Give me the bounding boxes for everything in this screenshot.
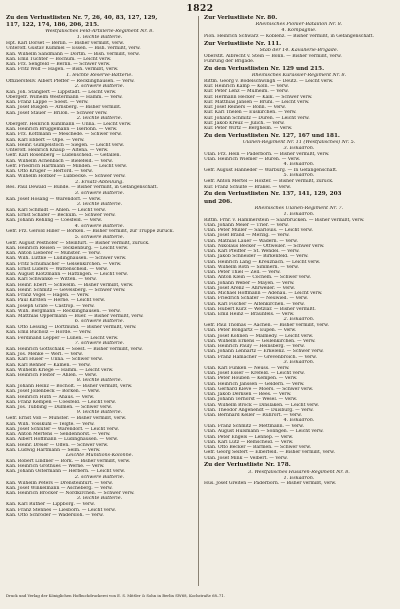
unit-subheading: 3. leichte Batterie. xyxy=(76,496,123,502)
casualty-entry: Ulan. Jakob Derksen — Rees. — Verw. xyxy=(204,392,292,398)
casualty-entry: Kan. Otto Lessing — Dortmund. — Bisher vermißt, verw. xyxy=(6,325,137,331)
casualty-entry: Kan. Heinrich Grothues — Werne. — Verw. xyxy=(6,464,105,470)
casualty-entry: Gefr. Friedrich Hartmann — Minden. — Leicht verw. xyxy=(6,163,128,169)
list-heading: Zu den Verlustlisten Nr. 127, 167 und 181. xyxy=(204,132,340,139)
casualty-entry: Kan. Josef Stauer — Brilon. — Schwer verw. xyxy=(6,110,108,116)
casualty-entry: Ulan. Josef Kohnen — Malmedy. — Leicht verw. xyxy=(204,333,314,339)
casualty-entry: Kan. Jos. Tübbing — Dülmen. — Schwer verw. xyxy=(6,405,113,411)
casualty-entry: Ulan. Jakob Schneider — Birkenfeld. — Verw. xyxy=(204,254,309,260)
list-heading: 117, 122, 174, 186, 206, 215. xyxy=(6,22,100,29)
casualty-entry: Kan. Heinrich Huth — Ahaus. — Verw. xyxy=(6,394,95,400)
page-number: 1822 xyxy=(186,4,214,14)
casualty-entry: Gefr. August Hanneder — Warburg. — In Gefangenschaft. xyxy=(204,168,338,174)
casualty-entry: Hus. Josef Greiten — Paderborn. — Bisher vermißt, verw. xyxy=(204,481,337,487)
casualty-entry: Kan. Otto Schröder — Wadersloh. — Verw. xyxy=(6,512,104,518)
casualty-entry: Ulan. Wilhelm Erkens — Geilenkirchen. — Verw. xyxy=(204,338,316,344)
casualty-entry: Ulan. Anton Klein — Cochem. — Schwer verw. xyxy=(204,275,311,281)
casualty-entry: Ulan. Josef Brand — Merzig. — Verw. xyxy=(204,233,290,239)
casualty-entry: Rittm. Frhr. v. Hammerstein — Saarbrücken. — Bisher vermißt, verw. xyxy=(204,217,365,223)
unit-subheading: 1. Eskadron. xyxy=(283,211,315,217)
casualty-entry: Kan. Wilh. Bergmann — Recklinghausen. — Verw. xyxy=(6,308,121,314)
list-heading: Zu den Verlustlisten Nr. 129 und 215. xyxy=(204,65,325,72)
casualty-entry: Ulan. Wilhelm Roth — Simmern. — Verw. xyxy=(204,264,299,270)
unit-subheading: 8. leichte Batterie. xyxy=(76,378,123,384)
unit-subheading: Rheinisches Ulanen-Regiment Nr. 7. xyxy=(254,205,344,211)
casualty-entry: Ulan. Josef Arenz — Ahrweiler. — Verw. xyxy=(204,285,296,291)
casualty-entry: Kan. Wilhelm Kriege — Hamm. — Leicht verw. xyxy=(6,367,114,373)
casualty-entry: Gefr. Karl Rosenberg — Lüdenscheid. — Gefallen. xyxy=(6,153,121,159)
casualty-entry: Ulan. Emil Heinz — Braunfels. — Verw. xyxy=(204,312,295,318)
unit-subheading: 2. Ersatz-Abteilung. xyxy=(75,179,124,185)
casualty-entry: Ulan. Johann Meier — Trier. — Verw. xyxy=(204,222,289,228)
casualty-entry: Obergefr. Wilhelm Westermann — Hamm. — Verw. xyxy=(6,94,123,100)
casualty-entry: Ulan. Peter Müller — Saarlouis. — Leicht verw. xyxy=(204,228,313,234)
casualty-entry: Hpt. Karl Dorset — Berlin. — Bisher vermißt, verw. xyxy=(6,41,125,47)
unit-subheading: 2. schwere Batterie. xyxy=(74,83,125,89)
casualty-entry: Ulan. Heinrich Lang — Kreuznach. — Leicht verw. xyxy=(204,259,321,265)
casualty-entry: Kan. Wilh. Vosskuhl — Telgte. — Verw. xyxy=(6,421,95,427)
list-heading: Zu den Verlustlisten Nr. 137, 141, 129, 203 xyxy=(204,191,342,198)
casualty-entry: Kan. Wilhelm Achenbach — Bielefeld. — Verw. xyxy=(6,158,113,164)
casualty-entry: Kan. Frz. Sengfeld — Berlin. — Schwer verw. xyxy=(6,62,111,68)
casualty-entry: Kür. Hermann Hecker — Kalk. — Schwer verw. xyxy=(204,94,313,100)
casualty-entry: Ulan. Mathias Lauer — Wadern. — Verw. xyxy=(204,238,298,244)
casualty-entry: Ulan. Peter Thiel — Zell. — Verw. xyxy=(204,270,281,276)
imprint-footer: Druck und Verlag der Königlichen Hofbuchdruckerei von E. S. Mittler & Sohn in Berlin SW68, Kochstraße 68–71. xyxy=(6,593,225,598)
unit-subheading: 4. Kompagnie. xyxy=(281,28,317,34)
casualty-entry: Ulan. Michael Hoffmann — Adenau. — Leicht verw. xyxy=(204,291,323,297)
column-divider xyxy=(198,16,199,586)
casualty-entry: Kan. Emil Tüchter — Bochum. — Leicht verw. xyxy=(6,56,112,62)
casualty-entry: Kan. Johann Rehling — Coesfeld. — Verw. xyxy=(6,218,103,224)
unit-subheading: 3. schwere Batterie. xyxy=(74,190,125,196)
casualty-entry: Kür. Peter Lenz — Mülheim. — Verw. xyxy=(204,89,289,95)
list-heading: Zu der Verlustliste Nr. 178. xyxy=(204,462,291,469)
casualty-entry: Kan. Heinr. Gumpelstoch — Siegen. — Leicht verw. xyxy=(6,142,125,148)
unit-subheading: Ulanen-Regiment Nr. 11 (Westfälisches) Nr. 5. xyxy=(242,140,356,146)
casualty-entry: Kür. Karl Thelen — Euskirchen. — Verw. xyxy=(204,110,297,116)
casualty-entry: Obergefr. Heinrich Kuhlmann — Unna. — Leicht verw. xyxy=(6,121,132,127)
casualty-entry: Kan. Karl Ebbert — Olpe. — Verw. xyxy=(6,137,85,143)
unit-subheading: 4. Eskadron. xyxy=(283,418,315,424)
unit-subheading: 3. Eskadron. xyxy=(283,145,315,151)
casualty-entry: Kan. Heinr. Ebert — Schwelm. — Bisher vermißt, verw. xyxy=(6,282,134,288)
unit-subheading: Stab der 14. Kavallerie-Brigade. xyxy=(259,47,339,53)
casualty-entry: Kan. Joh. Stanglert — Lippstadt. — Leicht verw. xyxy=(6,89,117,95)
casualty-entry: Kan. Heinr. Dreier — Olfen. — Schwer verw. xyxy=(6,442,109,448)
casualty-entry: Kan. Josef Schlüter — Warendorf. — Leicht verw. xyxy=(6,426,119,432)
casualty-entry: Kan. Heinrich Brüggemann — Iserlohn. — Verw. xyxy=(6,127,118,133)
casualty-entry: Kan. Franz Kempen — Coesfeld. — Leicht verw. xyxy=(6,399,116,405)
casualty-entry: Ulan. Karl Fischer — Altenkirchen. — Verw. xyxy=(204,301,305,307)
unit-subheading: 3. Eskadron. xyxy=(283,359,315,365)
unit-subheading: Rheinisches Kürassier-Regiment Nr. 8. xyxy=(251,72,347,78)
casualty-entry: Gefr. Frz. Gerold Hiller — Borken. — Bisher vermißt, zur Truppe zurück. xyxy=(6,229,174,235)
list-heading: Zur Verlustliste Nr. 111. xyxy=(204,40,282,47)
casualty-entry: Ulan. Peter Houben — Kempen. — Verw. xyxy=(204,376,298,382)
casualty-entry: Gefr. August Pesthöfer — Steinfurt. — Bisher vermißt, zurück. xyxy=(6,240,150,246)
casualty-entry: Kan. Wilhelm Höltker — Lübbecke. — Schwer verw. xyxy=(6,174,126,180)
unit-subheading: 1. leichte Batterie. xyxy=(76,35,123,41)
casualty-entry: Ulan. Peter Bongartz — Eupen. — Verw. xyxy=(204,328,297,334)
unit-subheading: 4. schwere Batterie. xyxy=(74,223,125,229)
casualty-entry: Kan. Franz Vogel — Hagen. — Verw. xyxy=(6,293,90,299)
casualty-entry: Kan. Franz Lappe — Soest. — Verw. xyxy=(6,100,89,106)
casualty-entry: Oberstlt. Albrecht v. Stein — Bonn. — Bisher vermißt, verw. xyxy=(204,53,342,59)
casualty-entry: Kan. Matthias Oppermann — Buer. — Bisher vermißt, verw. xyxy=(6,314,144,320)
casualty-entry: Kan. Heinrich Fleiter — Ahlen. — Verw. xyxy=(6,373,98,379)
left-column xyxy=(6,15,193,590)
casualty-entry: Kan. Karl Hüser — Unna. — Schwer verw. xyxy=(6,357,103,363)
casualty-entry: Kan. Karl Schwanke — Witten. — Verw. xyxy=(6,277,97,283)
casualty-entry: Kan. Johann Heinz — Bocholt. — Bisher vermißt, verw. xyxy=(6,384,133,390)
casualty-entry: Ulan. Bernhard Keller — Ruhrort. — Verw. xyxy=(204,413,302,419)
casualty-entry: Kan. Ferdinand Lepper — Lünen. — Leicht verw. xyxy=(6,335,119,341)
casualty-entry: Pion. Heinrich Schwarz — Koblenz. — Bisher vermißt, in Gefangenschaft. xyxy=(204,33,374,39)
casualty-entry: Kan. Fritz Wolf — Hagen. — Bish. vermißt, verw. xyxy=(6,67,119,73)
casualty-entry: Ulan. Karl Lütz — Remscheid. — Verw. xyxy=(204,439,294,445)
unit-subheading: 6. schwere Batterie. xyxy=(74,319,125,325)
casualty-entry: Kan. Frz. Kottmann — Meschede. — Schwer verw. xyxy=(6,132,122,138)
casualty-entry: Kan. Josef Hosang — Warendorf. — Verw. xyxy=(6,196,102,202)
casualty-entry: Kan. Wilhelm Peters — Drensteinfurt. — Verw. xyxy=(6,480,113,486)
unit-subheading: 2. Eskadron. xyxy=(283,317,315,323)
casualty-entry: Ulan. Josef Esser — Krefeld. — Leicht verw. xyxy=(204,371,305,377)
casualty-entry: Kan. Wilh. Lüttke — Lüdinghausen. — Schwer verw. xyxy=(6,256,127,262)
casualty-entry: Ulan. Franz Hamacher — Grevenbroich. — Verw. xyxy=(204,354,317,360)
casualty-entry: Kan. Heinrich Reisen — Tecklenburg. — Leicht verw. xyxy=(6,245,129,251)
casualty-entry: Führung der Brigade. xyxy=(204,59,255,65)
casualty-entry: Rittm. Georg v. Bodelschwingh — Deutz. — Leicht verw. xyxy=(204,78,334,84)
casualty-entry: Kan. Robert Lindner — Bork. — Bisher vermißt, verw. xyxy=(6,458,131,464)
casualty-entry: Kür. Heinrich Kamp — Köln. — Verw. xyxy=(204,84,289,90)
unit-subheading: 7. schwere Batterie. xyxy=(74,340,125,346)
list-heading: Zur Verlustliste Nr. 80. xyxy=(204,15,278,21)
casualty-entry: Unteroff. Heinrich Knaup — Altena. — Verw. xyxy=(6,148,109,154)
list-heading: und 206. xyxy=(204,198,233,205)
casualty-entry: Kan. Heinrich Bröcker — Nordkirchen. — Schwer verw. xyxy=(6,491,135,497)
casualty-entry: Ulan. Frz. Hein — Paderborn. — Bisher vermißt, verw. xyxy=(204,151,330,157)
right-column xyxy=(204,15,394,590)
casualty-entry: Ulan. Josef Mink — Velbert. — Verw. xyxy=(204,455,288,461)
unit-subheading: 4. Eskadron. xyxy=(283,162,315,168)
casualty-entry: Ulan. Nikolaus Becker — Ottweiler. — Schwer verw. xyxy=(204,243,325,249)
unit-subheading: 5. Eskadron. xyxy=(283,173,315,179)
casualty-entry: Kür. Peter Wirtz — Bergheim. — Verw. xyxy=(204,126,293,132)
unit-subheading: 1. Eskadron. xyxy=(283,475,315,481)
unit-subheading: 1. leichte Reserve-Batterie. xyxy=(66,72,133,78)
casualty-entry: Kan. Franz Stennes — Liesborn. — Leicht verw. xyxy=(6,507,116,513)
casualty-entry: Ulan. Heinrich Wiemer — Büren. — Verw. xyxy=(204,157,301,163)
casualty-entry: Kan. Johann Ostermann — Herbern. — Leicht verw. xyxy=(6,469,126,475)
list-heading: Zu den Verlustlisten Nr. 7, 26, 40, 83, 127, 129, xyxy=(6,15,158,21)
casualty-entry: Kür. Franz Schulte — Brakel. — Verw. xyxy=(204,184,292,190)
casualty-entry: Ulan. Johann Weber — Mayen. — Verw. xyxy=(204,280,295,286)
unit-subheading: 5. schwere Batterie. xyxy=(74,234,125,240)
casualty-entry: Ulan. Hubert Kurz — Wetzlar. — Bisher vermißt. xyxy=(204,306,316,312)
unit-subheading: Westfälisches Feld-Artillerie-Regiment Nr. 8. xyxy=(45,29,154,35)
casualty-entry: Gefr. Paul Thomas — Aachen. — Bisher vermißt, verw. xyxy=(204,323,329,329)
casualty-entry: Kan. Josef Jöllenbeck — Borken. — Verw. xyxy=(6,389,101,395)
casualty-entry: Ulan. Friedrich Schäfer — Neuwied. — Verw. xyxy=(204,296,308,302)
casualty-entry: Kür. Jakob Kreuz — Jülich. — Verw. xyxy=(204,120,285,126)
casualty-entry: Ulan. Johann Lennartz — Erkelenz. — Schwer verw. xyxy=(204,349,324,355)
casualty-entry: Kan. Anton Mertens — Sendenhorst. — Verw. xyxy=(6,432,111,438)
casualty-entry: Kür. Josef Reiners — Bonn. — Verw. xyxy=(204,105,286,111)
unit-subheading: 9. leichte Batterie. xyxy=(76,410,123,416)
casualty-entry: Kan. Heinr. Schmitz — Gevelsberg. — Schwer verw. xyxy=(6,287,126,293)
casualty-entry: Kür. Johann Schmitz — Düren. — Leicht verw. xyxy=(204,115,310,121)
casualty-entry: Kür. Matthias Jansen — Brühl. — Leicht verw. xyxy=(204,99,310,105)
casualty-entry: Ulan. Heinrich Janssen — Geldern. — Verw. xyxy=(204,381,305,387)
casualty-entry: Kan. Paul Kirsten — Herne. — Leicht verw. xyxy=(6,298,106,304)
casualty-entry: Kan. Joseph Gräfe — Castrop. — Verw. xyxy=(6,303,95,309)
unit-subheading: 3. leichte Batterie. xyxy=(76,201,123,207)
casualty-entry: Kan. Josef Büsgen — Arnsberg. — Bisher vermißt. xyxy=(6,105,122,111)
casualty-entry: Kan. Karl Rüther — Lippborg. — Verw. xyxy=(6,502,95,508)
casualty-entry: Kan. Ludwig Hartmann — Selm. — Verw. xyxy=(6,447,101,453)
casualty-entry: Gefr. Georg Seifert — Elberfeld. — Bisher vermißt, verw. xyxy=(204,450,335,456)
casualty-entry: Kan. Ernst Schäfer — Beckum. — Schwer verw. xyxy=(6,213,116,218)
unit-subheading: Leichte Munitions-Kolonne. xyxy=(65,453,134,459)
casualty-entry: Kan. Josef Winkelmann — Ascheberg. — Verw. xyxy=(6,485,113,491)
casualty-entry: Ulan. Gerhard Kleve — Moers. — Schwer verw. xyxy=(204,386,314,392)
casualty-entry: Ulan. Heinrich Pauly — Heinsberg. — Verw. xyxy=(204,344,305,350)
casualty-entry: Gefr. Anton Mertel — Höxter. — Bisher vermißt, zurück. xyxy=(204,179,334,185)
casualty-entry: Kan. August Klotzmann — Hattingen. — Leicht verw. xyxy=(6,272,128,278)
casualty-entry: Kan. Jos. Menke — Werl. — Verw. xyxy=(6,352,83,358)
casualty-entry: Kan. Otto Krüger — Herford. — Verw. xyxy=(6,169,93,175)
casualty-entry: Res. Paul Dewald — Bünde. — Bisher vermißt, in Gefangenschaft. xyxy=(6,185,158,191)
casualty-entry: Kan. Wilhelm Sandmann — Dortm. — Bish. vermißt, verw. xyxy=(6,51,140,57)
casualty-entry: Kan. Karl Rehner — Kamen. — Verw. xyxy=(6,362,91,368)
casualty-entry: Ulan. Theodor Angenendt — Duisburg. — Verw. xyxy=(204,407,314,413)
casualty-entry: Kan. Emil Bucholz — Hörde. — Verw. xyxy=(6,330,92,336)
casualty-entry: Kan. Anton Lieberer — Münster. — Verw. xyxy=(6,251,101,257)
unit-subheading: Rheinisches Pionier-Bataillon Nr. 8. xyxy=(255,22,343,28)
casualty-entry: Kan. Heinrich Gottschalk — Soest. — Bisher vermißt, verw. xyxy=(6,346,143,352)
casualty-entry: Offizierstellv. Albert Pfeffer — Recklinghausen. — Verw. xyxy=(6,78,135,84)
unit-subheading: 2. schwere Batterie. xyxy=(74,474,125,480)
casualty-entry: Ulan. Peter Engels — Lennep. — Verw. xyxy=(204,434,294,440)
casualty-entry: Ulan. Johann Terhorst — Wesel. — Verw. xyxy=(204,397,298,403)
unit-subheading: 3. Westfälisches Husaren-Regiment Nr. 8. xyxy=(248,469,350,475)
casualty-entry: Ulan. Karl Funken — Neuss. — Verw. xyxy=(204,365,290,371)
casualty-entry: Kan. Ernst Lüders — Wattenscheid. — Verw. xyxy=(6,266,108,272)
casualty-entry: Ulan. Otto Becker — Barmen. — Schwer verw. xyxy=(204,445,312,451)
casualty-entry: Kan. Albert Hoffmann — Lüdinghausen. — Verw. xyxy=(6,437,119,443)
casualty-entry: Ulan. Wilhelm Brock — Dinslaken. — Leicht verw. xyxy=(204,402,320,408)
casualty-entry: Ulan. Franz Schmitz — Mettmann. — Verw. xyxy=(204,424,304,430)
casualty-entry: Gefr. Ernst Voß — Münster. — Bisher vermißt, verw. xyxy=(6,416,127,422)
casualty-entry: Kan. Fritz Schumacher — Gelsenkirchen. — Verw. xyxy=(6,261,122,267)
casualty-entry: Kan. Karl Schmidt — Ahlen. — Leicht verw. xyxy=(6,207,106,213)
casualty-entry: Ulan. August Hülsmann — Solingen. — Leicht verw. xyxy=(204,429,324,435)
casualty-entry: Unteroff. Gustav Kümmel — Essen. — Bish. vermißt, verw. xyxy=(6,46,141,52)
unit-subheading: 2. leichte Batterie. xyxy=(76,115,123,121)
casualty-entry: Ulan. Karl Pfeiffer — St. Wendel. — Verw. xyxy=(204,249,300,255)
